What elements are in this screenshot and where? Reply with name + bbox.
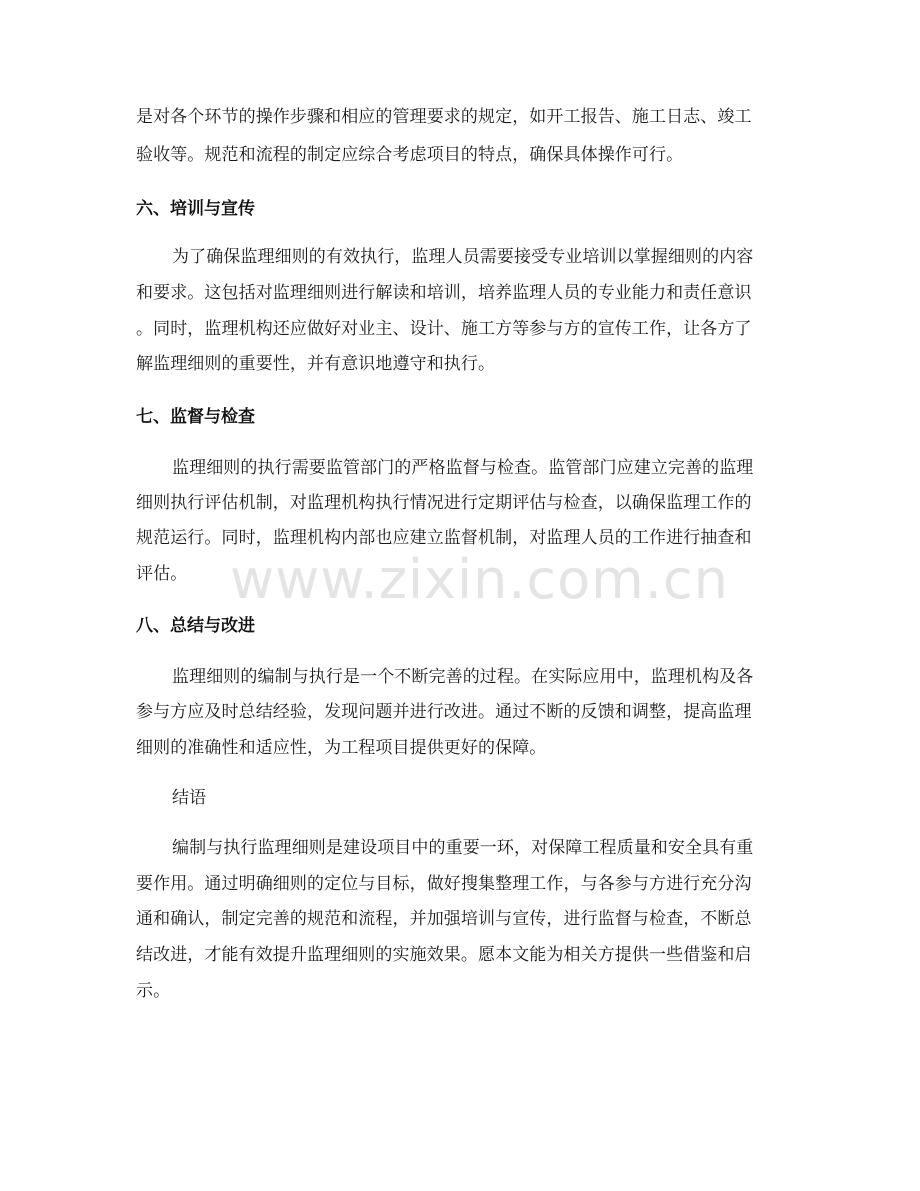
intro-line-1: 是对各个环节的操作步骤和相应的管理要求的规定，如开工报告、施工日志、竣工 <box>136 107 752 127</box>
conclusion-line-5: 示。 <box>136 981 171 1001</box>
section-6-line-4: 解监理细则的重要性，并有意识地遵守和执行。 <box>136 354 496 374</box>
section-7-heading: 七、监督与检查 <box>136 407 255 427</box>
section-8-line-1: 监理细则的编制与执行是一个不断完善的过程。在实际应用中，监理机构及各 <box>172 667 754 687</box>
section-8-heading: 八、总结与改进 <box>136 616 255 636</box>
conclusion-title: 结语 <box>172 788 207 808</box>
conclusion-line-3: 通和确认，制定完善的规范和流程，并加强培训与宣传，进行监督与检查，不断总 <box>136 909 752 929</box>
section-8-line-3: 细则的准确性和适应性，为工程项目提供更好的保障。 <box>136 738 547 758</box>
section-6-line-1: 为了确保监理细则的有效执行，监理人员需要接受专业培训以掌握细则的内容 <box>172 247 754 267</box>
section-7-line-3: 规范运行。同时，监理机构内部也应建立监督机制，对监理人员的工作进行抽查和 <box>136 528 752 548</box>
section-7-line-1: 监理细则的执行需要监管部门的严格监督与检查。监管部门应建立完善的监理 <box>172 458 754 478</box>
section-6-line-3: 。同时，监理机构还应做好对业主、设计、施工方等参与方的宣传工作，让各方了 <box>136 319 752 339</box>
intro-line-2: 验收等。规范和流程的制定应综合考虑项目的特点，确保具体操作可行。 <box>136 145 684 165</box>
section-6-heading: 六、培训与宣传 <box>136 199 255 219</box>
section-6-line-2: 和要求。这包括对监理细则进行解读和培训，培养监理人员的专业能力和责任意识 <box>136 283 752 303</box>
conclusion-line-4: 结改进，才能有效提升监理细则的实施效果。愿本文能为相关方提供一些借鉴和启 <box>136 945 752 965</box>
conclusion-line-2: 要作用。通过明确细则的定位与目标，做好搜集整理工作，与各参与方进行充分沟 <box>136 874 752 894</box>
watermark-text: www.zixin.com.cn <box>230 548 729 611</box>
section-7-line-4: 评估。 <box>136 564 188 584</box>
section-8-line-2: 参与方应及时总结经验，发现问题并进行改进。通过不断的反馈和调整，提高监理 <box>136 702 752 722</box>
conclusion-line-1: 编制与执行监理细则是建设项目中的重要一环，对保障工程质量和安全具有重 <box>172 838 754 858</box>
section-7-line-2: 细则执行评估机制，对监理机构执行情况进行定期评估与检查，以确保监理工作的 <box>136 493 752 513</box>
